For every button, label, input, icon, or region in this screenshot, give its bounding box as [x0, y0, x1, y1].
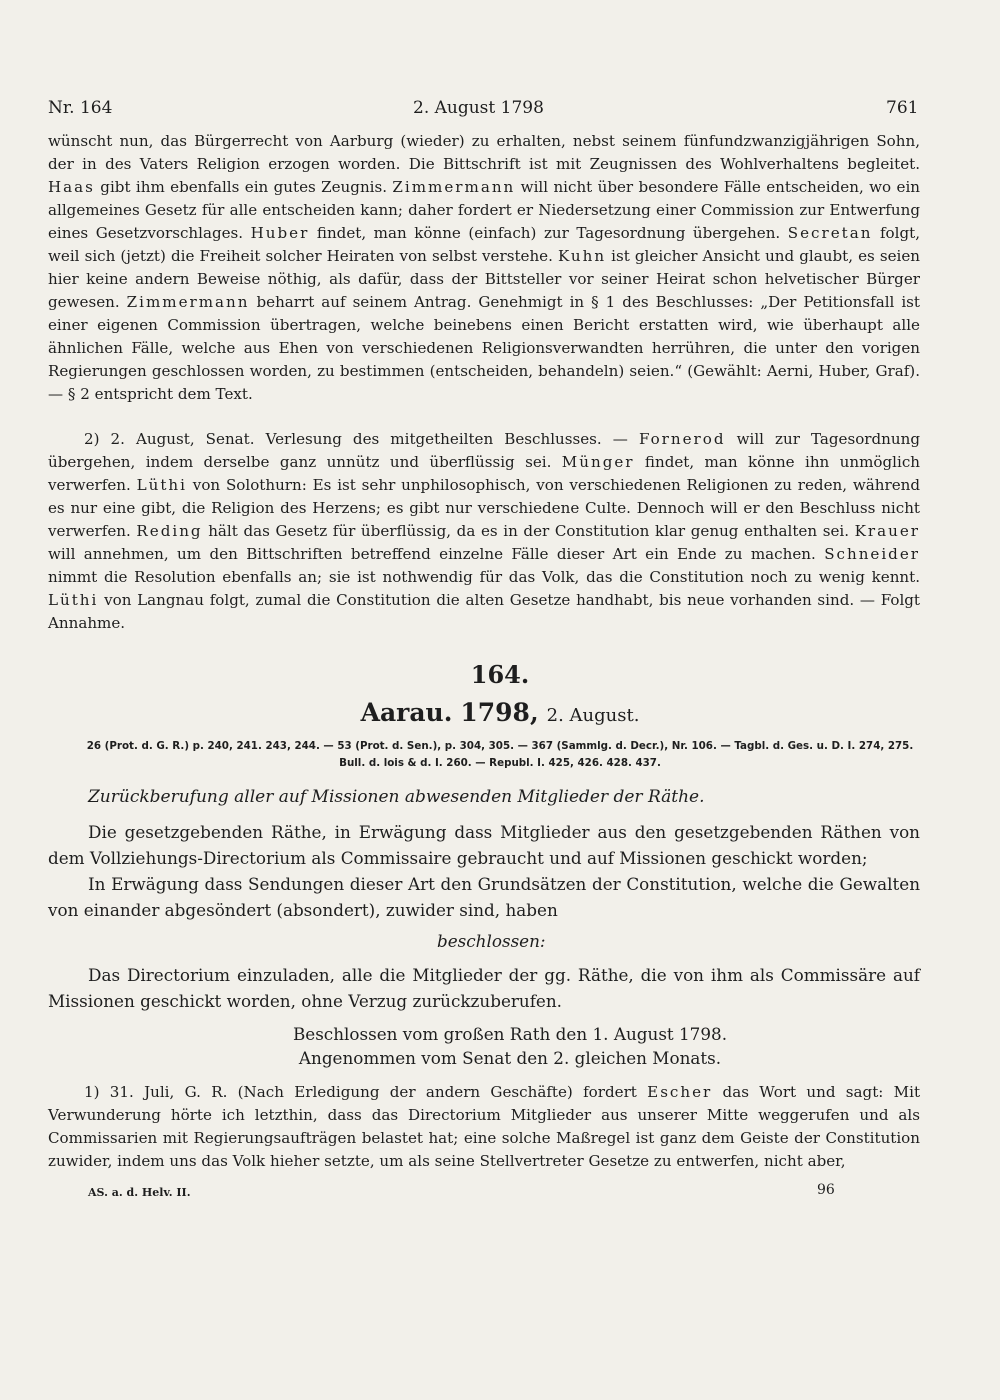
speaker-name: Zimmermann	[126, 293, 250, 311]
section-dateline	[0, 698, 1000, 727]
speaker-name: Reding	[136, 522, 203, 540]
text-run: ist gleicher Ansicht und glaubt, es seien hier keine andern Beweise nöthig, als dafür, dass der Bittsteller vor seiner Heirat schon helvetischer Bürger gewesen.	[48, 247, 920, 311]
text-run: von Langnau folgt, zumal die Constitution die alten Gesetze handhabt, bis neue vorhanden sind. — Folgt Annahme.	[48, 591, 920, 632]
text-run: findet, man könne (einfach) zur Tagesordnung übergehen.	[309, 224, 788, 242]
footer-source: AS. a. d. Helv. II.	[88, 1186, 191, 1199]
speaker-name: Krauer	[854, 522, 920, 540]
section-place: Aarau.	[360, 698, 453, 727]
section-number: 164.	[470, 660, 530, 689]
speaker-name: Lüthi	[136, 476, 187, 494]
paragraph-senate-debate	[48, 428, 920, 635]
footer-sheet-number: 96	[817, 1182, 835, 1198]
text-run: wünscht nun, das Bürgerrecht von Aarburg (wieder) zu erhalten, nebst seinem fünfundzwanzigjährigen Sohn, der in des Vaters Religion erzogen worden. Die Bittschrift ist mit Zeugnissen des Wohlverhaltens begleitet.	[48, 132, 920, 173]
paragraph-escher-speech	[48, 1081, 920, 1173]
speaker-name: Kuhn	[557, 247, 607, 265]
header-issue-number: Nr. 164	[48, 98, 113, 118]
text-run: will nicht über besondere Fälle entscheiden, wo ein allgemeines Gesetz für alle entscheiden kann; daher fordert er Niedersetzung einer Commission zur Entwerfung eines Gesetzvorschlages.	[48, 178, 920, 242]
speaker-name: Zimmermann	[392, 178, 516, 196]
decree-resolved: beschlossen:	[437, 931, 546, 951]
speaker-name: Fornerod	[638, 430, 726, 448]
header-page-number: 761	[886, 98, 919, 118]
text-run: beharrt auf seinem Antrag. Genehmigt in § 1 des Beschlusses: „Der Petitionsfall ist einer eigenen Commission übertragen, welche beinebens einen Bericht erstatten wird, wie überhaupt alle ähnlichen Fälle, welche aus Ehen von verschiedenen Religionsverwandten herrühren, die unter den vorigen Regierungen geschlossen worden, zu bestimmen (entscheiden, behandeln) seien.“ (Gewählt: Aerni, Huber, Graf). — § 2 entspricht dem Text.	[48, 293, 920, 403]
text-run: will zur Tagesordnung übergehen, indem derselbe ganz unnütz und überflüssig sei.	[48, 430, 920, 471]
decree-resolution: Das Directorium einzuladen, alle die Mitglieder der gg. Räthe, die von ihm als Commissäre auf Missionen geschickt worden, ohne Verzug zurückzuberufen.	[48, 965, 920, 1011]
decree-closing-1: Beschlossen vom großen Rath den 1. August 1798.	[292, 1024, 728, 1044]
speaker-name: Haas	[48, 178, 95, 196]
section-date: 2. August.	[546, 705, 640, 726]
text-run: hält das Gesetz für überflüssig, da es in der Constitution klar genug enthalten sei.	[202, 522, 855, 540]
paragraph-petition-debate	[48, 130, 920, 406]
text-run: von Solothurn: Es ist sehr unphilosophisch, von verschiedenen Religionen zu reden, während es nur eine gibt, die Religion des Herzens; es gibt nur verschiedene Culte. Dennoch will er den Beschluss nicht verwerfen.	[48, 476, 921, 540]
decree-title: Zurückberufung aller auf Missionen abwesenden Mitglieder der Räthe.	[88, 787, 705, 807]
header-date: 2. August 1798	[413, 98, 544, 118]
text-run: gibt ihm ebenfalls ein gutes Zeugnis.	[94, 178, 393, 196]
decree-whereas-1: Die gesetzgebenden Räthe, in Erwägung dass Mitglieder aus den gesetzgebenden Räthen von dem Vollziehungs-Directorium als Commissaire gebraucht und auf Missionen geschickt worden;	[48, 822, 920, 868]
decree-whereas-2: In Erwägung dass Sendungen dieser Art den Grundsätzen der Constitution, welche die Gewalten von einander abgesöndert (absondert), zuwider sind, haben	[48, 874, 920, 920]
text-run: 2) 2. August, Senat. Verlesung des mitgetheilten Beschlusses. —	[84, 430, 639, 448]
speaker-name: Münger	[561, 453, 635, 471]
text-run: nimmt die Resolution ebenfalls an; sie ist nothwendig für das Volk, das die Constitution noch zu wenig kennt.	[48, 568, 920, 586]
source-references-line2: Bull. d. lois & d. I. 260. — Republ. I. 425, 426. 428. 437.	[339, 757, 661, 769]
speaker-name: Schneider	[824, 545, 920, 563]
decree-closing-2: Angenommen vom Senat den 2. gleichen Monats.	[298, 1048, 722, 1068]
text-run: das Wort und sagt: Mit Verwunderung hörte ich letzthin, dass das Directorium Mitglieder aus unserer Mitte weggerufen und als Commissarien mit Regierungsaufträgen belastet hat; eine solche Maßregel ist ganz dem Geiste der Constitution zuwider, indem uns das Volk hieher setzte, um als seine Stellvertreter Gesetze zu entwerfen, nicht aber,	[48, 1083, 921, 1170]
source-references-line1: 26 (Prot. d. G. R.) p. 240, 241. 243, 244. — 53 (Prot. d. Sen.), p. 304, 305. — 367 (Sammlg. d. Decr.), Nr. 106. — Tagbl. d. Ges. u. D. I. 274, 275.	[86, 740, 914, 752]
speaker-name: Lüthi	[48, 591, 99, 609]
section-year: 1798,	[460, 698, 539, 727]
speaker-name: Secretan	[787, 224, 873, 242]
text-run: findet, man könne ihn unmöglich verwerfen.	[48, 453, 920, 494]
text-run: 1) 31. Juli, G. R. (Nach Erledigung der andern Geschäfte) fordert	[84, 1083, 648, 1101]
text-run: folgt, weil sich (jetzt) die Freiheit solcher Heiraten von selbst verstehe.	[48, 224, 921, 265]
speaker-name: Escher	[647, 1083, 713, 1101]
speaker-name: Huber	[250, 224, 310, 242]
text-run: will annehmen, um den Bittschriften betreffend einzelne Fälle dieser Art ein Ende zu machen.	[48, 545, 825, 563]
